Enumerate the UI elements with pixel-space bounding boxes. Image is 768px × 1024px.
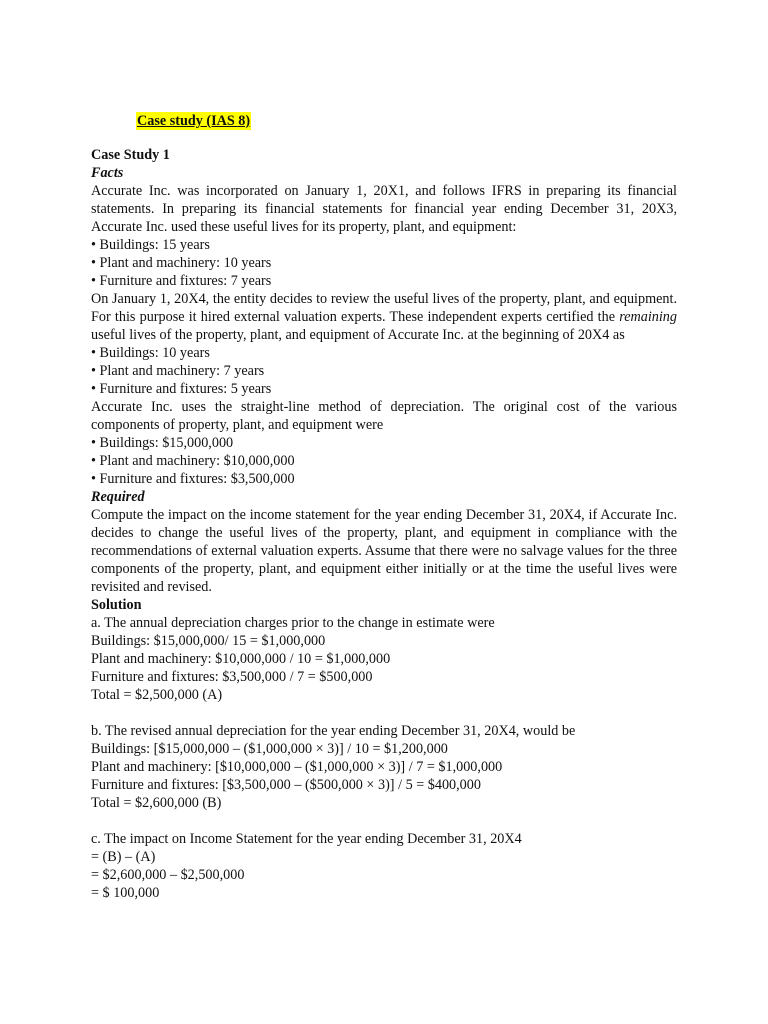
list-item: • Furniture and fixtures: 5 years [91, 380, 677, 398]
solution-line: Furniture and fixtures: [$3,500,000 – ($500,000 × 3)] / 5 = $400,000 [91, 777, 481, 793]
solution-line: = $2,600,000 – $2,500,000 [91, 867, 245, 883]
required-paragraph: Compute the impact on the income statement for the year ending December 31, 20X4, if Accurate Inc. decides to change the useful lives of the property, plant, and equipment in compliance with the recommendations of external valuation experts. Assume that there were no salvage values for the three components of the property, plant, and equipment either initially or at the time the useful lives were revisited and revised. [91, 507, 677, 595]
solution-line: Plant and machinery: $10,000,000 / 10 = $1,000,000 [91, 651, 391, 667]
spacer [91, 812, 677, 830]
solution-line: Total = $2,600,000 (B) [91, 795, 222, 811]
document-body [91, 146, 677, 902]
solution-line: Total = $2,500,000 (A) [91, 687, 223, 703]
solution-line: Furniture and fixtures: $3,500,000 / 7 = $500,000 [91, 669, 373, 685]
list-item: • Plant and machinery: 7 years [91, 362, 677, 380]
solution-line: Buildings: $15,000,000/ 15 = $1,000,000 [91, 633, 326, 649]
solution-line: = (B) – (A) [91, 849, 156, 865]
document-title: Case study (IAS 8) [137, 113, 251, 129]
facts-paragraph-3: Accurate Inc. uses the straight-line method of depreciation. The original cost of the various components of property, plant, and equipment were [91, 399, 677, 433]
list-item: • Plant and machinery: 10 years [91, 254, 677, 272]
list-item: • Plant and machinery: $10,000,000 [91, 452, 677, 470]
solution-line: b. The revised annual depreciation for the year ending December 31, 20X4, would be [91, 723, 576, 739]
spacer [91, 704, 677, 722]
solution-line: c. The impact on Income Statement for the year ending December 31, 20X4 [91, 831, 522, 847]
solution-line: = $ 100,000 [91, 885, 160, 901]
facts-heading: Facts [91, 165, 124, 181]
original-useful-lives-list [91, 236, 677, 290]
facts-paragraph-2-after: useful lives of the property, plant, and equipment of Accurate Inc. at the beginning of 20X4 as [91, 327, 625, 343]
required-heading: Required [91, 489, 145, 505]
solution-line: a. The annual depreciation charges prior to the change in estimate were [91, 615, 495, 631]
revised-useful-lives-list [91, 344, 677, 398]
solution-line: Buildings: [$15,000,000 – ($1,000,000 × 3)] / 10 = $1,200,000 [91, 741, 448, 757]
solution-part-c [91, 830, 677, 902]
solution-part-b [91, 722, 677, 812]
original-costs-list [91, 434, 677, 488]
list-item: • Buildings: 10 years [91, 344, 677, 362]
solution-line: Plant and machinery: [$10,000,000 – ($1,000,000 × 3)] / 7 = $1,000,000 [91, 759, 503, 775]
facts-paragraph-2 [91, 290, 677, 344]
solution-part-a [91, 614, 677, 704]
facts-paragraph-2-before: On January 1, 20X4, the entity decides to review the useful lives of the property, plant, and equipment. For this purpose it hired external valuation experts. These independent experts certified the [91, 291, 677, 325]
list-item: • Furniture and fixtures: 7 years [91, 272, 677, 290]
list-item: • Buildings: 15 years [91, 236, 677, 254]
facts-paragraph-1: Accurate Inc. was incorporated on January 1, 20X1, and follows IFRS in preparing its financial statements. In preparing its financial statements for financial year ending December 31, 20X3, Accurate Inc. used these useful lives for its property, plant, and equipment: [91, 183, 677, 235]
list-item: • Furniture and fixtures: $3,500,000 [91, 470, 677, 488]
list-item: • Buildings: $15,000,000 [91, 434, 677, 452]
case-heading: Case Study 1 [91, 147, 170, 163]
solution-heading: Solution [91, 597, 142, 613]
facts-paragraph-2-emphasis: remaining [619, 309, 677, 325]
